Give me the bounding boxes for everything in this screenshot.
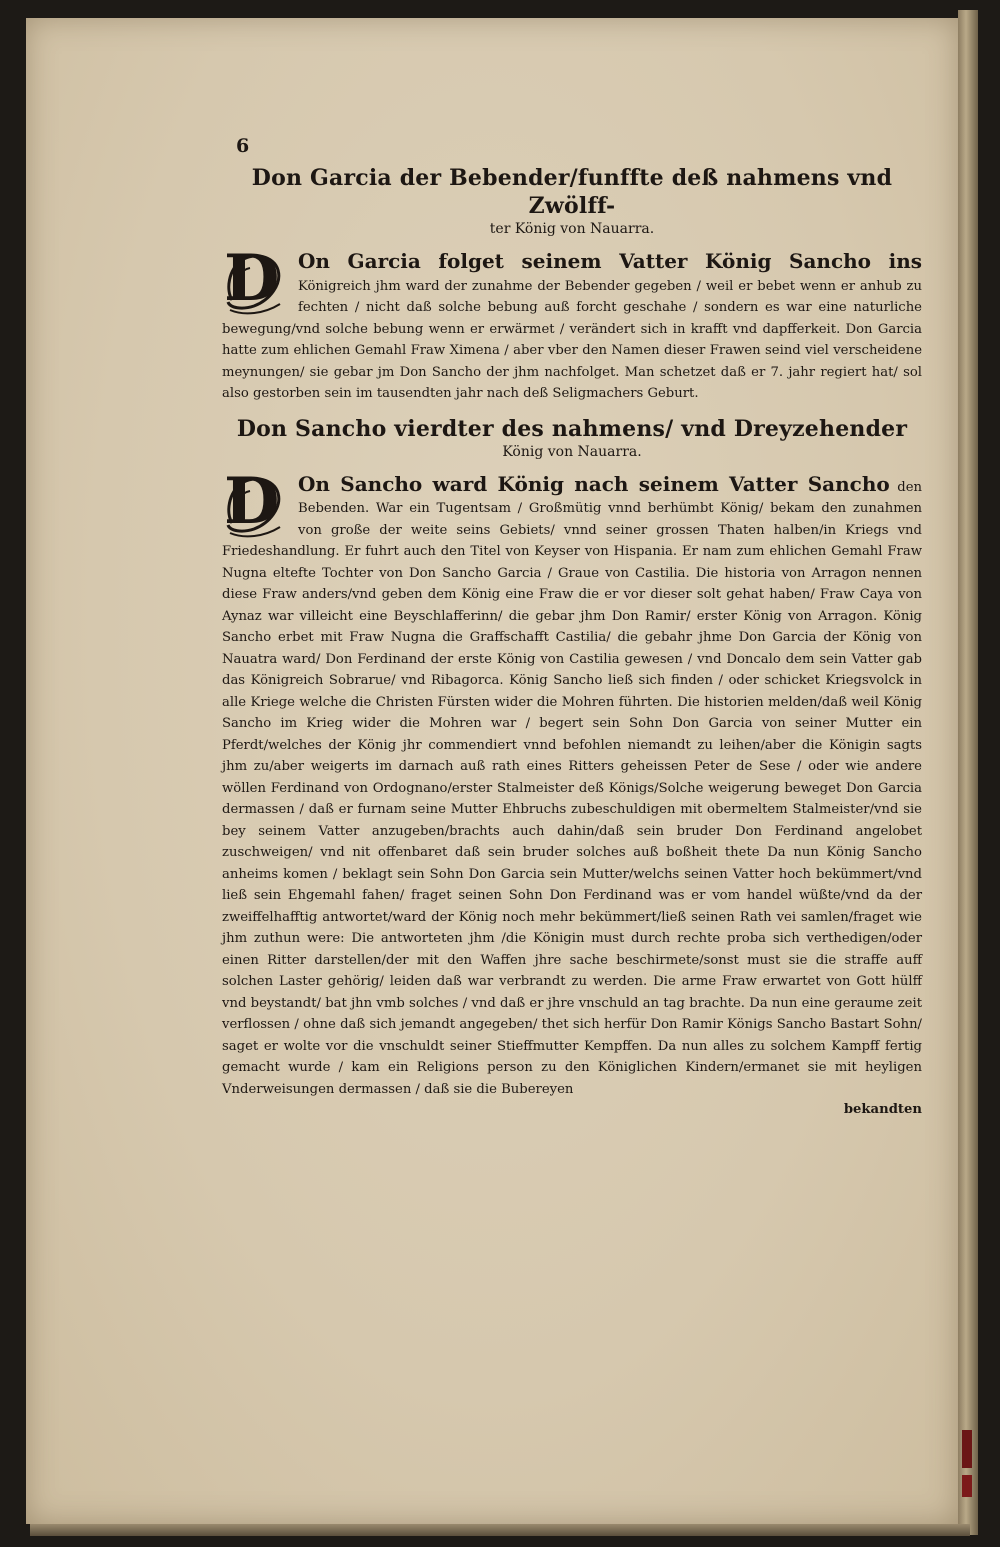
section-2-first-line: On Sancho ward König nach seinem Vatter Sancho	[298, 471, 890, 496]
page-edge-bottom	[30, 1524, 970, 1536]
initial-letter: D	[224, 241, 280, 316]
page-content	[222, 136, 922, 1117]
page-edge-right	[958, 10, 978, 1535]
section-1-body	[222, 241, 922, 405]
bookmark-tab-lower	[962, 1475, 972, 1497]
section-2-body	[222, 463, 922, 1101]
section-1-text: Königreich jhm ward der zunahme der Bebender gegeben / weil er bebet wenn er anhub zu fechten / nicht daß solche bebung auß forcht geschahe / sondern es war eine naturliche bewegung/vnd solche bebung wenn er erwärmet / verändert sich in krafft vnd dapfferkeit. Don Garcia hatte zum ehlichen Gemahl Fraw Ximena / aber vber den Namen dieser Frawen seind viel verscheidene meynungen/ sie gebar jm Don Sancho der jhm nachfolget. Man schetzet daß er 7. jahr regiert hat/ sol also gestorben sein im tausendten jahr nach deß Seligmachers Geburt.	[222, 278, 922, 401]
catchword: bekandten	[843, 1102, 922, 1117]
section-1-first-line: On Garcia folget seinem Vatter König Sancho ins	[298, 249, 922, 273]
section-2-subtitle: König von Nauarra.	[502, 443, 642, 460]
page-number: 6	[236, 135, 250, 157]
initial-letter-2: D	[224, 463, 280, 539]
section-1-title: Don Garcia der Bebender/funffte deß nahmens vnd Zwölff-	[251, 165, 893, 219]
section-2-title: Don Sancho vierdter des nahmens/ vnd Dreyzehender	[236, 415, 908, 442]
section-1-subtitle: ter König von Nauarra.	[489, 221, 655, 237]
ornamental-initial-icon	[224, 241, 290, 316]
ornamental-initial-2-icon	[224, 463, 290, 539]
section-2-text: den Bebenden. War ein Tugentsam / Großmütig vnnd berhümbt König/ bekam den zunahmen von große der weite seins Gebiets/ vnnd seiner grossen Thaten halben/in Kriegs vnd Friedeshandlung. Er fuhrt auch den Titel von Keyser von Hispania. Er nam zum ehlichen Gemahl Fraw Nugna eltefte Tochter von Don Sancho Garcia / Graue von Castilia. Die historia von Arragon nennen diese Fraw anders/vnd geben dem König eine Fraw die er vor dieser solt gehat haben/ Fraw Caya von Aynaz war villeicht eine Beyschlafferinn/ die gebar jhm Don Ramir/ erster König von Arragon. König Sancho erbet mit Fraw Nugna die Graffschafft Castilia/ die gebahr jhme Don Garcia der König von Nauatra ward/ Don Ferdinand der erste König von Castilia gewesen / vnd Doncalo dem sein Vatter gab das Königreich Sobrarue/ vnd Ribagorca. König Sancho ließ sich finden / oder schicket Kriegsvolck in alle Kriege welche die Christen Fürsten wider die Mohren führten. Die historien melden/daß weil König Sancho im Krieg wider die Mohren war / begert sein Sohn Don Garcia von seiner Mutter ein Pferdt/welches der König jhr commendiert vnnd befohlen niemandt zu leihen/aber die Königin sagts jhm zu/aber weigerts im darnach auß rath eines Ritters geheissen Peter de Sese / oder wie andere wöllen Ferdinand von Ordognano/erster Stalmeister deß Königs/Solche weigerung beweget Don Garcia dermassen / daß er furnam seine Mutter Ehbruchs zubeschuldigen mit obermeltem Stalmeister/vnd sie bey seinem Vatter anzugeben/brachts auch dahin/daß sein bruder Don Ferdinand angelobet zuschweigen/ vnd nit offenbaret daß sein bruder solches auß boßheit thete Da nun König Sancho anheims komen / beklagt sein Sohn Don Garcia sein Mutter/welchs seinen Vatter hoch bekümmert/vnd ließ sein Ehgemahl fahen/ fraget seinen Sohn Don Ferdinand was er vom handel wüßte/vnd da der zweiffelhafftig antwortet/ward der König noch mehr bekümmert/ließ seinen Rath vei samlen/fraget wie jhm zuthun were: Die antworteten jhm /die Königin must durch rechte proba sich verthedigen/oder einen Ritter darstellen/der mit den Waffen jhre sache beschirmete/sonst must sie die straffe auff solchen Laster gehörig/ leiden daß war verbrandt zu werden. Die arme Fraw erwartet von Gott hülff vnd beystandt/ bat jhn vmb solches / vnd daß er jhre vnschuld an tag brachte. Da nun eine geraume zeit verflossen / ohne daß sich jemandt angegeben/ thet sich herfür Don Ramir Königs Sancho Bastart Sohn/ saget er wolte vor die vnschuldt seiner Stieffmutter Kempffen. Da nun alles zu solchem Kampff fertig gemacht wurde / kam ein Religions person zu den Königlichen Kindern/ermanet sie mit heyligen Vnderweisungen dermassen / daß sie die Bubereyen	[222, 479, 922, 1097]
bookmark-tab	[962, 1430, 972, 1468]
